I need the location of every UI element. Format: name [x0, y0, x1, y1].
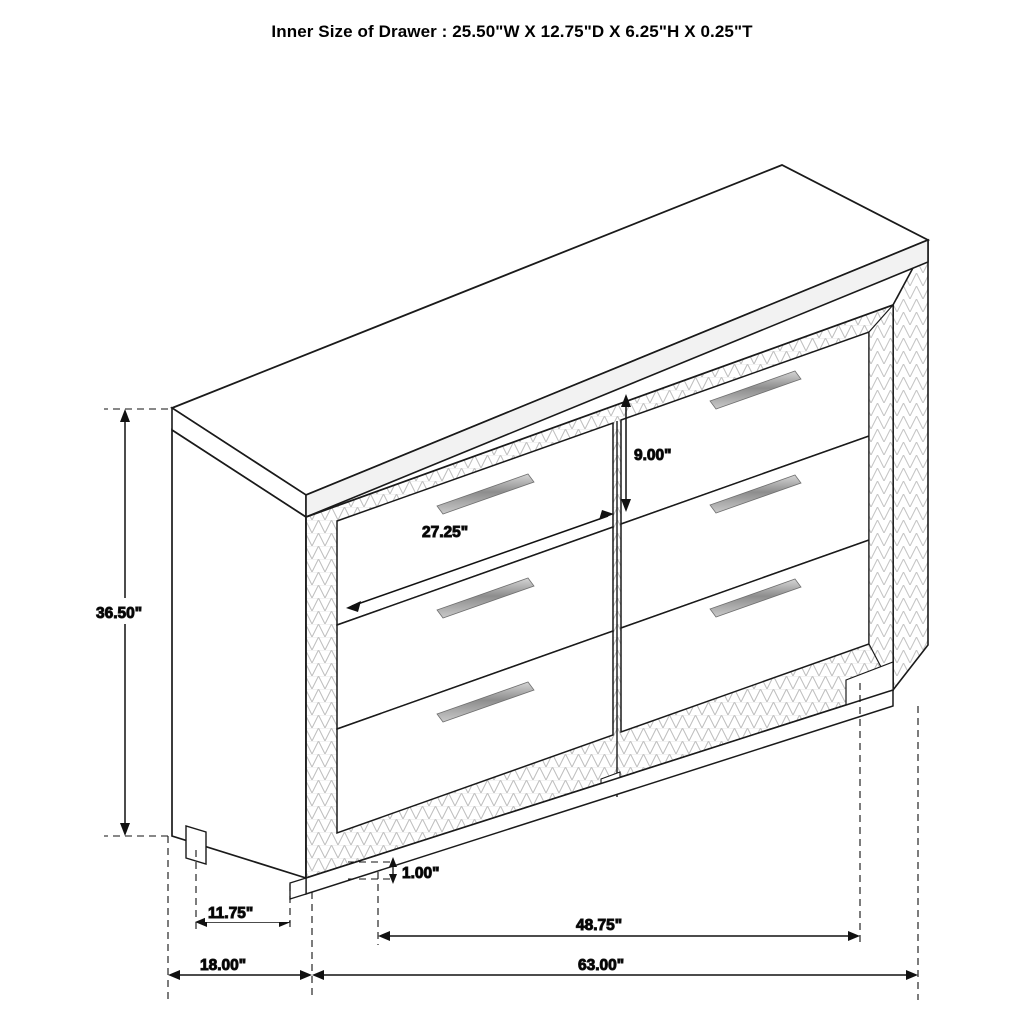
dim-18-00: [168, 952, 312, 980]
dim-36-50: [0, 409, 168, 836]
dim-label-height-overall: 36.50": [96, 605, 143, 622]
cabinet-body: [172, 165, 928, 899]
right-side-panel: [893, 240, 928, 690]
dim-11-75: [195, 900, 291, 927]
dim-48-75: [378, 912, 860, 941]
dim-label-front-width-inner: 48.75": [576, 917, 623, 934]
dim-label-leg-height: 1.00": [402, 865, 440, 882]
dim-label-depth-overall: 18.00": [200, 957, 247, 974]
dim-label-width-overall: 63.00": [578, 957, 625, 974]
dim-label-drawer-height: 9.00": [634, 447, 672, 464]
dim-63-00: [312, 952, 918, 980]
dim-label-drawer-width: 27.25": [422, 524, 469, 541]
dim-label-side-depth-inner: 11.75": [208, 905, 254, 922]
page-title: Inner Size of Drawer : 25.50"W X 12.75"D X 6.25"H X 0.25"T: [271, 22, 753, 41]
